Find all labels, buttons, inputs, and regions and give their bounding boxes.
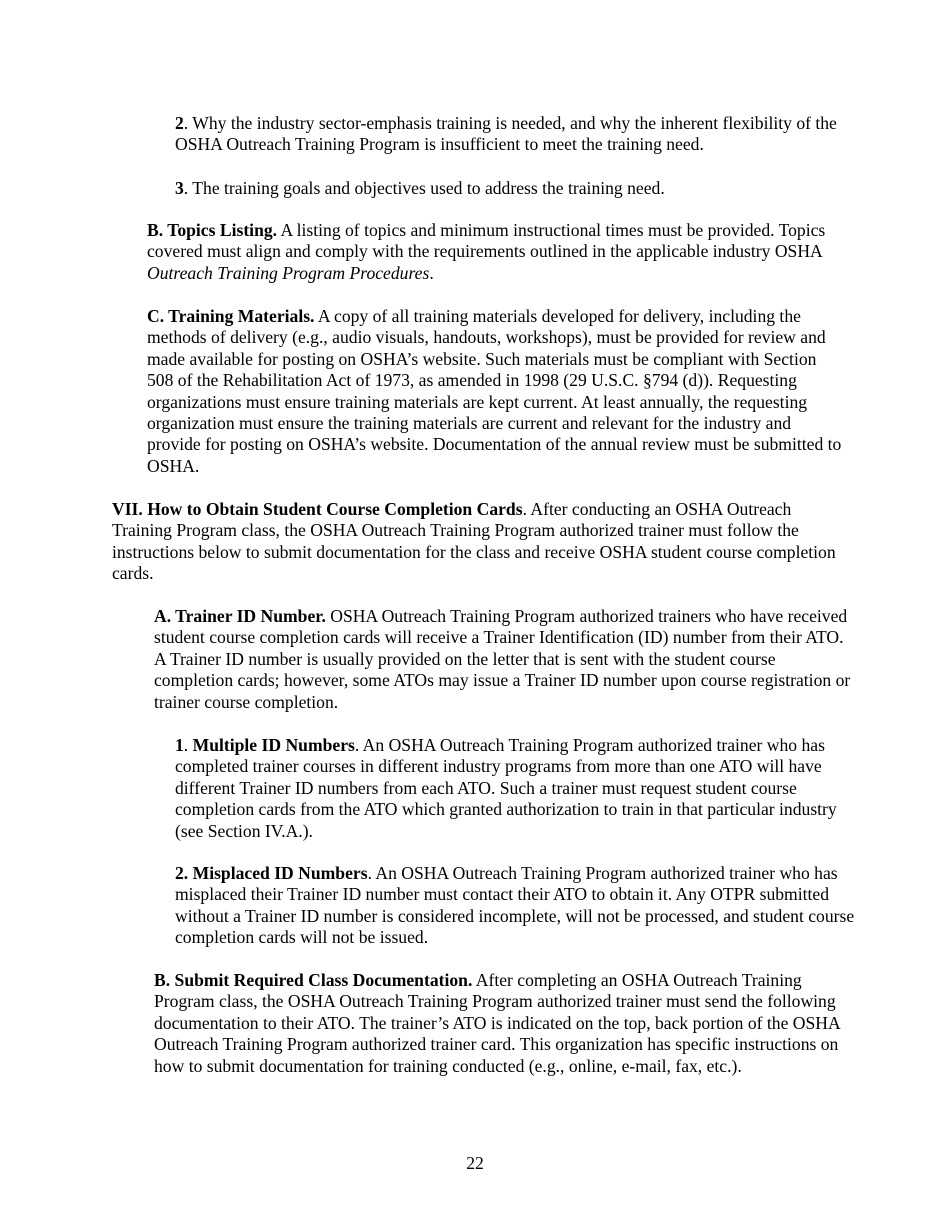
section-heading: A. Trainer ID Number. xyxy=(154,606,326,626)
section-heading: B. Submit Required Class Documentation. xyxy=(154,970,473,990)
section-heading: C. Training Materials. xyxy=(147,306,315,326)
section-vii-paragraph xyxy=(112,499,848,585)
item-text: . Why the industry sector-emphasis training is needed, and why the inherent flexibility of the OSHA Outreach Training Program is insufficient to meet the training need. xyxy=(175,113,837,155)
item-heading: 2. Misplaced ID Numbers xyxy=(175,863,368,883)
section-text: OSHA Outreach Training Program authorized trainers who have received student course completion cards will receive a Trainer Identification (ID) number from their ATO. A Trainer ID number is usually provided on the letter that is sent with the student course completion cards; however, some ATOs may issue a Trainer ID number upon course registration or trainer course completion. xyxy=(154,606,851,712)
submit-documentation-paragraph xyxy=(154,970,854,1077)
section-text-end: . xyxy=(429,262,434,283)
training-materials-paragraph xyxy=(147,306,847,477)
section-text: A listing of topics and minimum instructional times must be provided. Topics covered must align and comply with the requirements outlined in the applicable industry OSHA xyxy=(147,220,826,262)
section-text: . After conducting an OSHA Outreach Training Program class, the OSHA Outreach Training Program authorized trainer must follow the instructions below to submit documentation for the class and receive OSHA student course completion cards. xyxy=(112,499,836,584)
section-text: After completing an OSHA Outreach Training Program class, the OSHA Outreach Training Program authorized trainer must send the following documentation to their ATO. The trainer’s ATO is indicated on the top, back portion of the OSHA Outreach Training Program authorized trainer card. This organization has specific instructions on how to submit documentation for training conducted (e.g., online, e-mail, fax, etc.). xyxy=(154,970,840,1076)
section-text: A copy of all training materials developed for delivery, including the methods of delivery (e.g., audio visuals, handouts, workshops), must be provided for review and made available for posting on OSHA’s website. Such materials must be compliant with Section 508 of the Rehabilitation Act of 1973, as amended in 1998 (29 U.S.C. §794 (d)). Requesting organizations must ensure training materials are kept current. At least annually, the requesting organization must ensure the training materials are current and relevant for the industry and provide for posting on OSHA’s website. Documentation of the annual review must be submitted to OSHA. xyxy=(147,306,842,476)
item-number: 2 xyxy=(175,113,184,133)
item-text: . An OSHA Outreach Training Program authorized trainer who has misplaced their Trainer ID number must contact their ATO to obtain it. Any OTPR submitted without a Trainer ID number is considered incomplete, will not be processed, and student course completion cards will not be issued. xyxy=(175,863,855,948)
item-separator: . xyxy=(183,735,193,755)
document-title: Outreach Training Program Procedures xyxy=(147,262,430,283)
section-heading: B. Topics Listing. xyxy=(147,220,278,240)
item-3-paragraph xyxy=(175,178,855,199)
item-number: 1 xyxy=(175,735,184,755)
item-2-paragraph xyxy=(175,113,855,156)
multiple-id-paragraph xyxy=(175,735,855,842)
item-text: . An OSHA Outreach Training Program authorized trainer who has completed trainer courses in different industry programs from more than one ATO will have different Trainer ID numbers from each ATO. Such a trainer must request student course completion cards from the ATO which granted authorization to train in that particular industry (see Section IV.A.). xyxy=(175,735,837,841)
item-number: 3 xyxy=(175,178,184,198)
trainer-id-paragraph xyxy=(154,606,854,713)
section-heading: VII. How to Obtain Student Course Completion Cards xyxy=(112,499,523,519)
misplaced-id-paragraph xyxy=(175,863,855,949)
page-number: 22 xyxy=(466,1153,484,1173)
topics-listing-paragraph xyxy=(147,220,847,284)
item-heading: Multiple ID Numbers xyxy=(192,735,355,755)
item-text: . The training goals and objectives used to address the training need. xyxy=(183,178,665,198)
